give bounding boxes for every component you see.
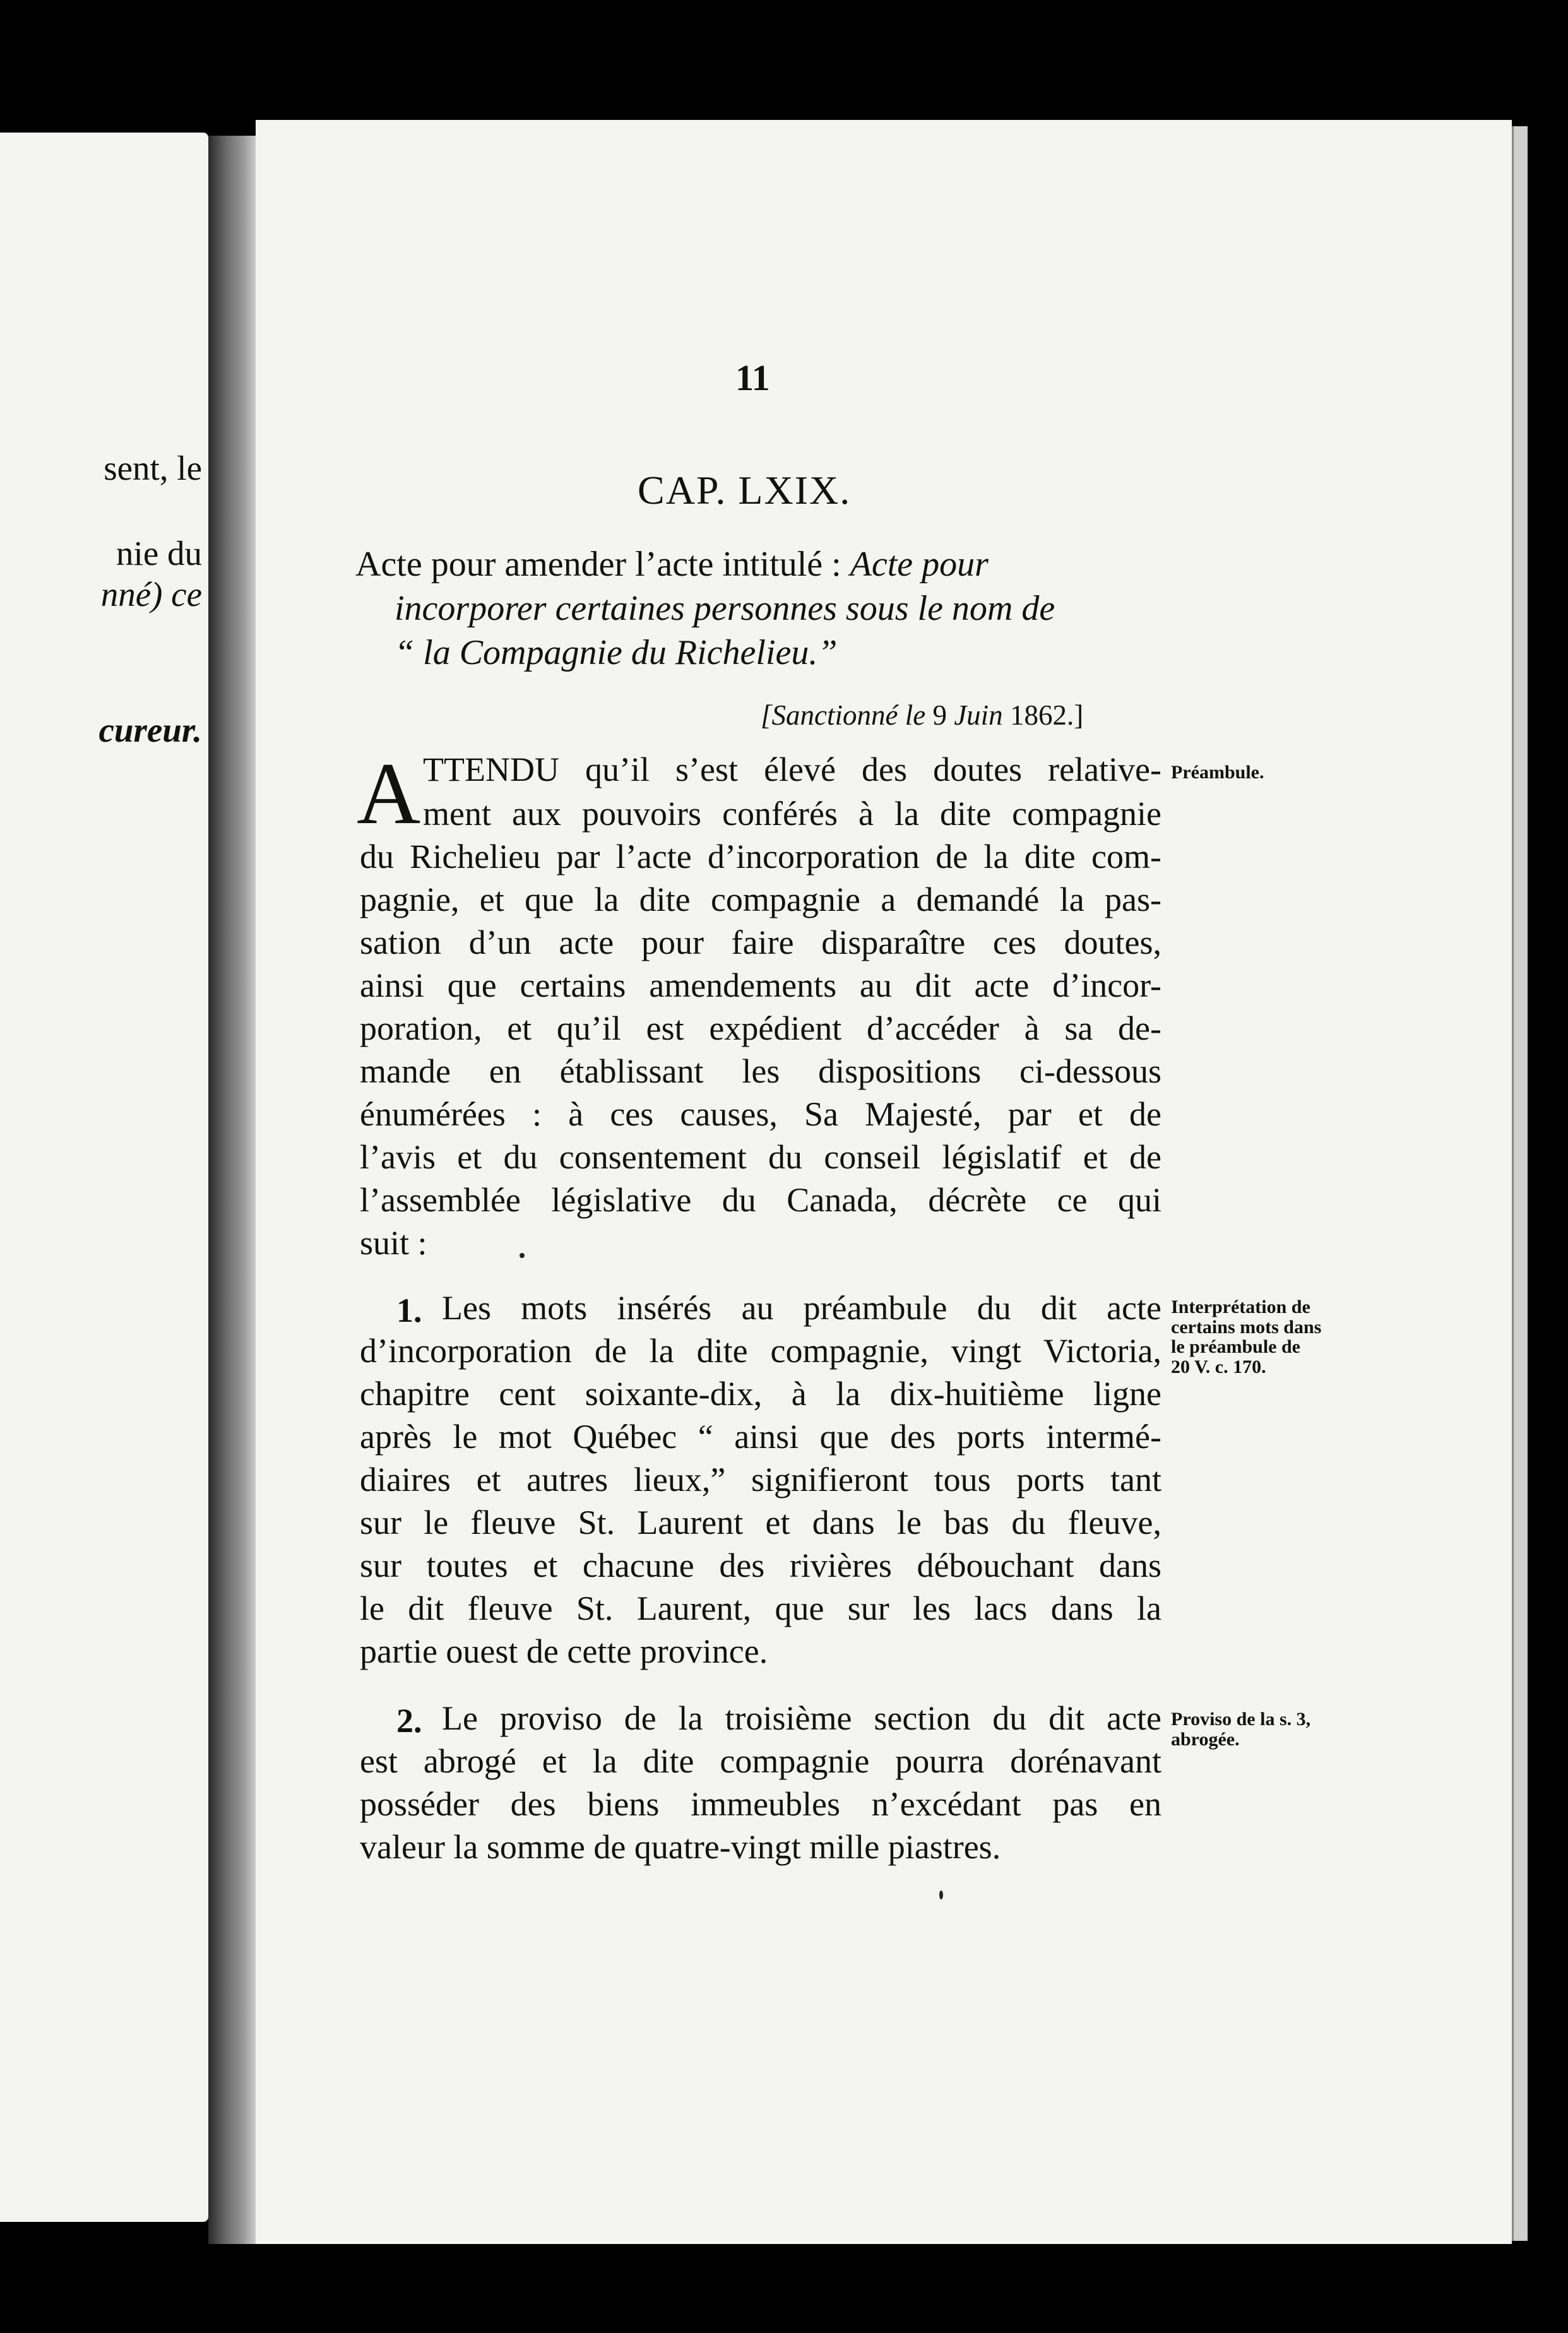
ink-speck xyxy=(520,1253,525,1258)
section1-line: diaires et autres lieux,” signifieront tous ports tant xyxy=(360,1461,1161,1499)
section2-line: Le proviso de la troisième section du dit acte xyxy=(442,1699,1161,1737)
margin-note-section2 xyxy=(1171,1709,1310,1749)
chapter-heading: CAP. LXIX. xyxy=(638,468,852,513)
preamble-line: poration, et qu’il est expédient d’accéder à sa de- xyxy=(360,1009,1161,1047)
preamble-line: sation d’un acte pour faire disparaître ces doutes, xyxy=(360,923,1161,961)
left-page-line: nné) ce xyxy=(100,575,202,614)
section2-line: posséder des biens immeubles n’excédant pas en xyxy=(360,1785,1161,1823)
act-title-italic: Acte pour xyxy=(850,545,989,584)
sanction-label: [Sanctionné le xyxy=(761,699,926,731)
preamble-line: suit : xyxy=(360,1224,427,1262)
preamble-line: mande en établissant les dispositions ci-dessous xyxy=(360,1052,1161,1090)
preamble-line: énumérées : à ces causes, Sa Majesté, par et de xyxy=(360,1095,1161,1133)
preamble-line: l’assemblée législative du Canada, décrète ce qui xyxy=(360,1181,1161,1219)
page-edge xyxy=(1512,126,1528,2241)
sanction-date xyxy=(761,699,1083,732)
left-page-line: cureur. xyxy=(98,711,202,749)
act-title-line-3 xyxy=(395,632,838,673)
page-number: 11 xyxy=(735,357,770,398)
section1-line: chapitre cent soixante-dix, à la dix-huitième ligne xyxy=(360,1375,1161,1413)
act-title-line-1 xyxy=(355,544,989,585)
preamble-line: ment aux pouvoirs conférés à la dite compagnie xyxy=(423,795,1161,833)
previous-page-fragment xyxy=(0,133,208,2222)
preamble-line: TTENDU qu’il s’est élevé des doutes relative- xyxy=(423,751,1161,788)
section2-line: valeur la somme de quatre-vingt mille piastres. xyxy=(360,1828,1001,1866)
section1-line: le dit fleuve St. Laurent, que sur les lacs dans la xyxy=(360,1589,1161,1627)
left-page-line: nie du xyxy=(116,534,202,573)
margin-note-line: le préambule de xyxy=(1171,1336,1300,1357)
act-title-line-2 xyxy=(395,588,1055,629)
book-gutter xyxy=(208,136,259,2244)
section2-line: est abrogé et la dite compagnie pourra dorénavant xyxy=(360,1742,1161,1780)
act-title-italic: “ la Compagnie du Richelieu.” xyxy=(395,633,838,672)
section1-line: partie ouest de cette province. xyxy=(360,1632,768,1670)
section1-line: sur toutes et chacune des rivières débouchant dans xyxy=(360,1546,1161,1584)
section1-line: Les mots insérés au préambule du dit acte xyxy=(442,1289,1161,1327)
margin-note-line: Proviso de la s. 3, xyxy=(1171,1709,1311,1730)
section-number: 2. xyxy=(396,1702,422,1740)
ink-speck xyxy=(939,1891,943,1899)
drop-cap: A xyxy=(357,745,421,843)
left-page-line: sent, le xyxy=(104,449,202,487)
margin-note-line: abrogée. xyxy=(1171,1728,1240,1750)
section1-line: d’incorporation de la dite compagnie, vingt Victoria, xyxy=(360,1332,1161,1370)
preamble-line: pagnie, et que la dite compagnie a demandé la pas- xyxy=(360,881,1161,918)
margin-note-preamble: Préambule. xyxy=(1171,762,1264,783)
sanction-month: Juin xyxy=(954,699,1003,731)
preamble-line: du Richelieu par l’acte d’incorporation de la dite com- xyxy=(360,838,1161,876)
margin-note-section1 xyxy=(1171,1297,1321,1377)
section1-line: sur le fleuve St. Laurent et dans le bas du fleuve, xyxy=(360,1504,1161,1541)
act-title-italic: incorporer certaines personnes sous le nom de xyxy=(395,589,1055,628)
section1-line: après le mot Québec “ ainsi que des ports intermé- xyxy=(360,1418,1161,1456)
margin-note-line: Interprétation de xyxy=(1171,1297,1310,1317)
preamble-line: l’avis et du consentement du conseil législatif et de xyxy=(360,1138,1161,1176)
section-number: 1. xyxy=(396,1291,422,1329)
margin-note-line: certains mots dans xyxy=(1171,1316,1322,1338)
margin-note-line: 20 V. c. 170. xyxy=(1171,1356,1266,1377)
act-title-plain: Acte pour amender l’acte intitulé : xyxy=(355,545,841,584)
preamble-line: ainsi que certains amendements au dit acte d’incor- xyxy=(360,966,1161,1004)
sanction-year: 1862.] xyxy=(1009,699,1084,731)
sanction-day: 9 xyxy=(932,699,947,731)
